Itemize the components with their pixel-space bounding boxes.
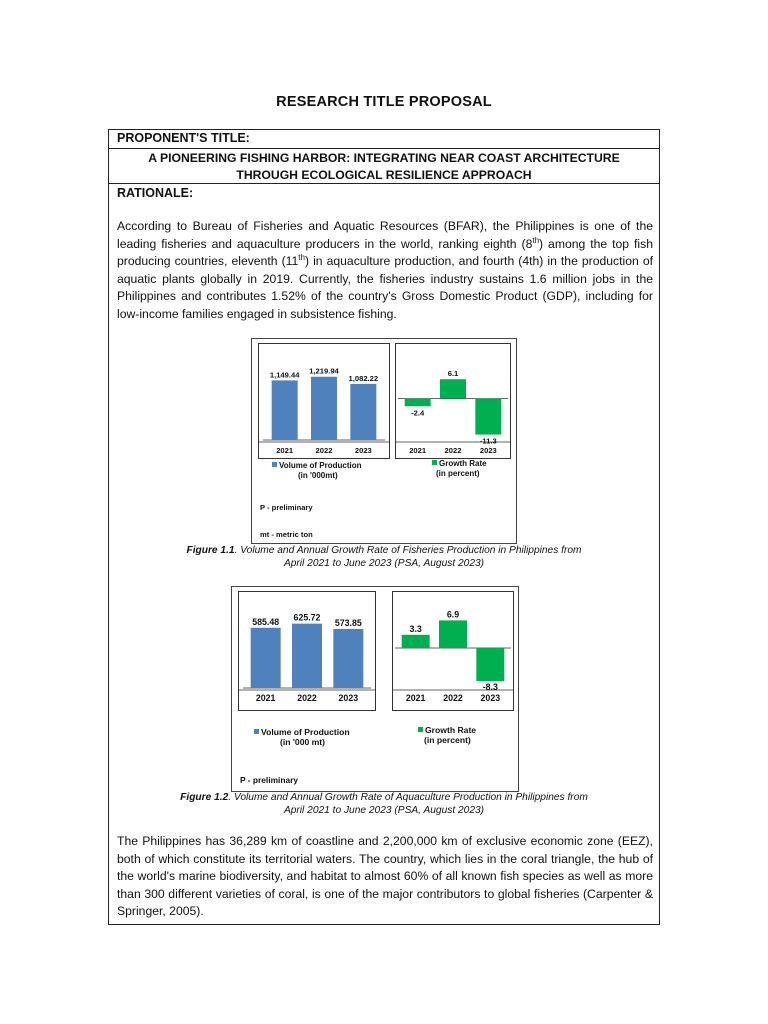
x-tick-label: 2021 — [405, 693, 426, 703]
paragraph-text: ) among the top fish producing countries, eleventh (11 — [117, 236, 653, 269]
rationale-paragraph-1 — [117, 218, 653, 324]
rationale-label: RATIONALE: — [117, 186, 194, 200]
bar-2021 — [402, 635, 430, 648]
legend-swatch-blue — [272, 462, 277, 467]
project-title-line1: A PIONEERING FISHING HARBOR: INTEGRATING NEAR COAST ARCHITECTURE — [148, 151, 620, 165]
paragraph-text: According to Bureau of Fisheries and Aquatic Resources (BFAR), the Philippines is one of the leading fisheries and aquaculture producers in the world, ranking eighth (8 — [117, 219, 653, 251]
data-label: 1,149.44 — [269, 370, 300, 380]
bar-2022 — [292, 624, 322, 688]
figure-notes — [240, 755, 420, 792]
legend-volume-label — [254, 727, 350, 737]
x-tick-label: 2023 — [354, 446, 372, 455]
aquaculture-volume-chart — [239, 592, 375, 710]
table-divider — [109, 183, 659, 184]
x-tick-label: 2022 — [297, 693, 317, 703]
bar-2021 — [251, 628, 281, 688]
data-label: 6.1 — [447, 369, 459, 379]
legend-text: Growth Rate — [425, 725, 477, 735]
project-title-line2: THROUGH ECOLOGICAL RESILIENCE APPROACH — [236, 168, 532, 182]
figure-1-2 — [231, 586, 519, 792]
x-tick-label: 2022 — [443, 693, 463, 703]
figure-1-1-caption — [109, 544, 659, 570]
bar-2021 — [405, 399, 431, 407]
bar-2023 — [476, 648, 504, 681]
legend-growth-label — [418, 725, 476, 735]
data-label: 573.85 — [334, 617, 362, 628]
data-label: -8.3 — [482, 682, 498, 693]
legend-text: Volume of Production — [279, 461, 362, 470]
caption-line — [109, 544, 659, 557]
caption-line — [109, 791, 659, 804]
legend-swatch-green — [418, 727, 423, 732]
caption-text: . Volume and Annual Growth Rate of Fisheries Production in Philippines from — [234, 545, 582, 556]
figure-notes — [260, 485, 517, 544]
legend-text: Volume of Production — [261, 727, 350, 737]
fisheries-growth-panel — [395, 343, 511, 459]
legend-volume — [254, 727, 350, 747]
data-label: 3.3 — [409, 623, 422, 634]
figure-1-1 — [251, 338, 517, 544]
caption-line: April 2021 to June 2023 (PSA, August 2023) — [283, 558, 485, 569]
legend-growth — [418, 725, 476, 745]
legend-swatch-blue — [254, 729, 259, 734]
bar-2022 — [311, 377, 337, 440]
data-label: 1,082.22 — [348, 373, 379, 383]
x-tick-label: 2021 — [409, 446, 427, 455]
legend-growth-label — [432, 459, 487, 469]
legend-volume-label — [272, 461, 362, 471]
x-tick-label: 2023 — [338, 693, 359, 703]
x-tick-label: 2021 — [276, 446, 294, 455]
proponent-title-label: PROPONENT'S TITLE: — [117, 131, 250, 145]
data-label: 6.9 — [446, 609, 460, 620]
bar-2023 — [333, 629, 363, 688]
x-tick-label: 2021 — [255, 693, 276, 703]
fisheries-growth-chart — [396, 344, 510, 458]
note-line: mt - metric ton — [260, 530, 313, 539]
bar-2022 — [440, 379, 466, 398]
bar-2022 — [439, 620, 467, 648]
x-tick-label: 2022 — [315, 446, 333, 455]
caption-text: . Volume and Annual Growth Rate of Aquaculture Production in Philippines from — [228, 792, 588, 803]
data-label: 625.72 — [293, 612, 321, 623]
fisheries-volume-chart — [259, 344, 389, 458]
aquaculture-growth-chart — [393, 592, 513, 710]
x-tick-label: 2023 — [479, 446, 497, 455]
data-label: 1,219.94 — [309, 366, 339, 376]
aquaculture-volume-panel — [238, 591, 376, 711]
legend-unit: (in percent) — [436, 469, 480, 478]
paragraph-text: ) in aquaculture production, and fourth (4th) in the production of aquatic plants globally in 2019. Currently, the fisheries industry sustains 1.6 million jobs in the Philippines and contributes 1.52% of the country's Gross Domestic Product (GDP), including for low-income families engaged in subsistence fishing. — [117, 254, 654, 321]
data-label: -11.3 — [479, 436, 497, 446]
bar-2023 — [475, 399, 501, 435]
legend-text: Growth Rate — [439, 459, 487, 468]
superscript: th — [532, 235, 540, 245]
legend-swatch-green — [432, 460, 437, 465]
project-title — [109, 150, 659, 184]
caption-line: April 2021 to June 2023 (PSA, August 2023) — [283, 805, 485, 816]
data-label: -2.4 — [411, 408, 425, 418]
document-title: RESEARCH TITLE PROPOSAL — [276, 94, 492, 110]
fisheries-volume-panel — [258, 343, 390, 459]
figure-1-2-caption — [109, 791, 659, 817]
legend-unit: (in '000 mt) — [280, 737, 326, 747]
aquaculture-growth-panel — [392, 591, 514, 711]
note-line: P - preliminary — [260, 503, 313, 512]
bar-2023 — [350, 384, 376, 440]
x-tick-label: 2022 — [444, 446, 462, 455]
proposal-table — [108, 129, 660, 925]
bar-2021 — [272, 380, 298, 440]
x-tick-label: 2023 — [480, 693, 501, 703]
legend-growth — [432, 459, 487, 479]
data-label: 585.48 — [252, 616, 280, 627]
legend-unit: (in '000mt) — [298, 471, 338, 480]
caption-label: Figure 1.1 — [186, 545, 235, 556]
caption-label: Figure 1.2 — [180, 792, 229, 803]
superscript: th — [298, 253, 305, 263]
legend-unit: (in percent) — [424, 735, 471, 745]
table-divider — [109, 148, 659, 149]
rationale-paragraph-2: The Philippines has 36,289 km of coastline and 2,200,000 km of exclusive economic zone (EEZ), both of which constitute its territorial waters. The country, which lies in the coral triangle, the hub of the world's marine biodiversity, and habitat to almost 60% of all known fish species as well as more than 300 different varieties of coral, is one of the major contributors to global fisheries (Carpenter & Springer, 2005). — [117, 834, 653, 919]
legend-volume — [272, 461, 362, 481]
note-line: P - preliminary — [240, 775, 299, 785]
